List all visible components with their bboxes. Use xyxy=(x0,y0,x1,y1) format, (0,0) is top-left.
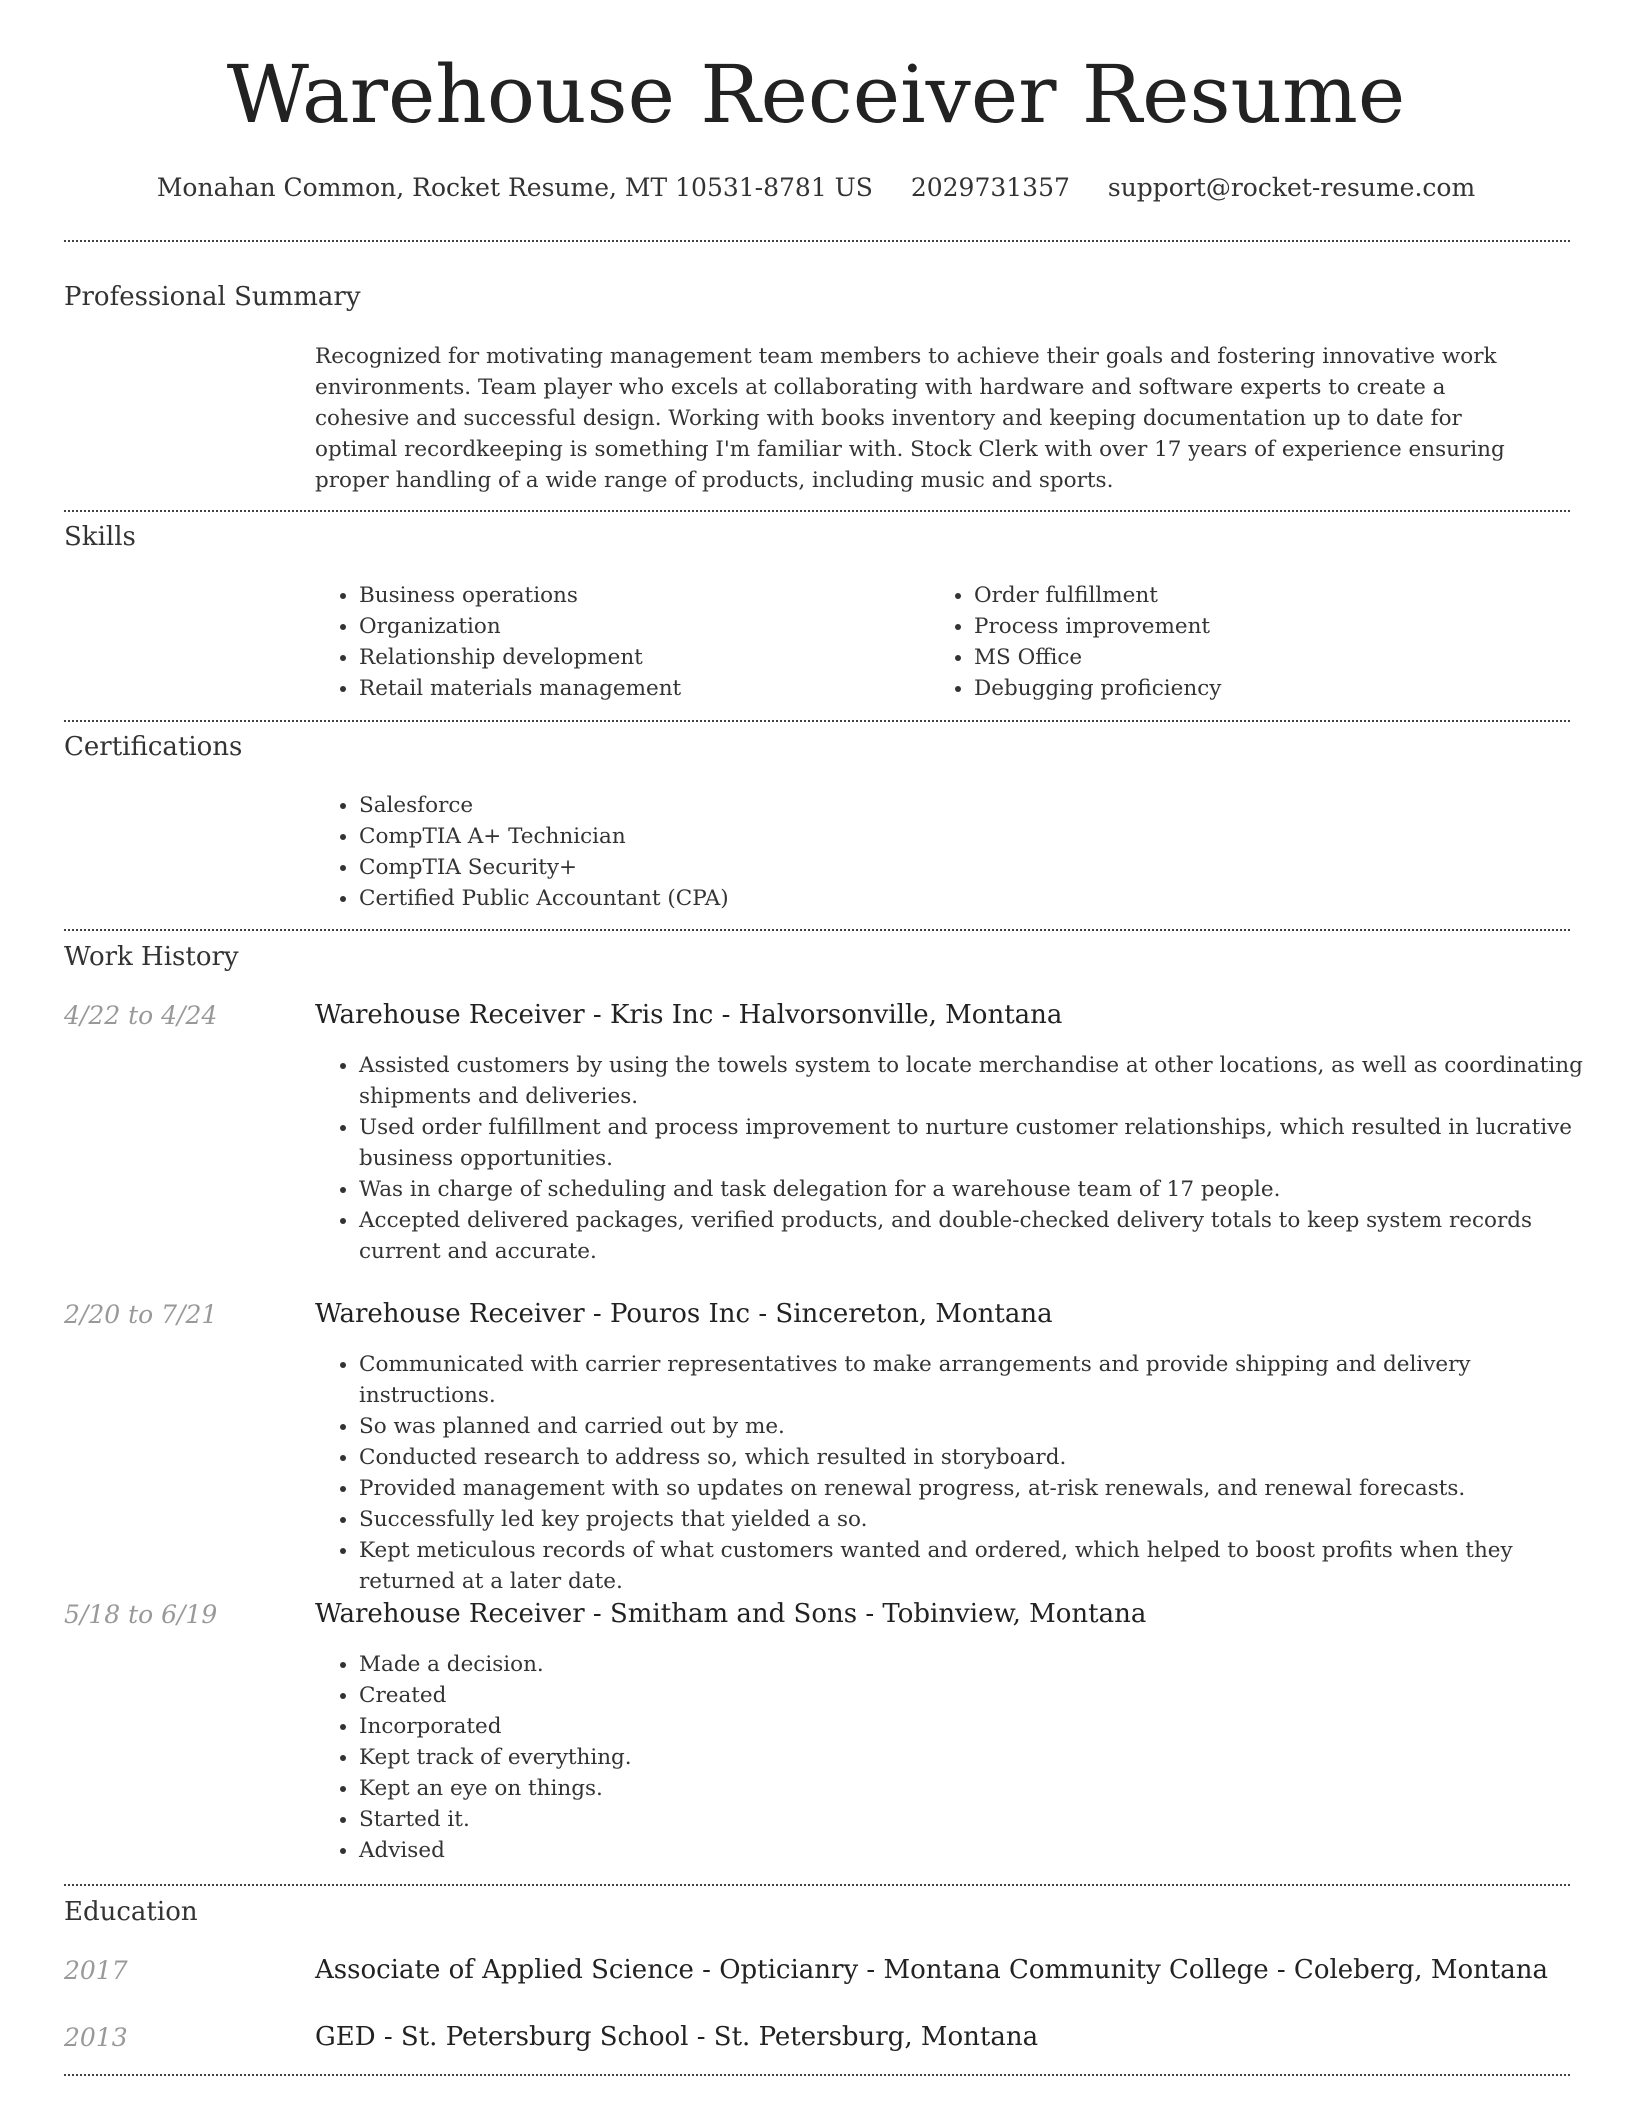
divider xyxy=(64,510,1570,512)
certification-item: • CompTIA A+ Technician xyxy=(359,821,1559,852)
contact-address: Monahan Common, Rocket Resume, MT 10531-8781 US xyxy=(156,173,873,202)
job-bullet: • Kept an eye on things. xyxy=(359,1773,1584,1804)
skill-item: • Process improvement xyxy=(974,611,1534,642)
job-title: Warehouse Receiver - Pouros Inc - Sincereton, Montana xyxy=(315,1299,1053,1329)
certification-item: • Certified Public Accountant (CPA) xyxy=(359,883,1559,914)
contact-email: support@rocket-resume.com xyxy=(1107,173,1476,202)
skill-item: • Organization xyxy=(359,611,919,642)
job-bullet: • Provided management with so updates on renewal progress, at-risk renewals, and renewal forecasts. xyxy=(359,1473,1584,1504)
job-bullet: • Conducted research to address so, which resulted in storyboard. xyxy=(359,1442,1584,1473)
job-bullet: • Created xyxy=(359,1680,1584,1711)
divider xyxy=(64,720,1570,722)
skills-list-left xyxy=(315,580,919,704)
job-bullet: • Kept meticulous records of what customers wanted and ordered, which helped to boost profits when they returned at a later date. xyxy=(359,1535,1584,1597)
skill-item: • Relationship development xyxy=(359,642,919,673)
job-bullet: • Made a decision. xyxy=(359,1649,1584,1680)
job-title: Warehouse Receiver - Kris Inc - Halvorsonville, Montana xyxy=(315,1000,1063,1030)
job-bullets xyxy=(315,1050,1584,1267)
divider xyxy=(64,240,1570,242)
divider xyxy=(64,929,1570,931)
certification-item: • Salesforce xyxy=(359,790,1559,821)
education-entry: Associate of Applied Science - Opticianry - Montana Community College - Coleberg, Montana xyxy=(315,1955,1549,1985)
education-year: 2013 xyxy=(64,2023,128,2052)
contact-line xyxy=(0,173,1632,202)
education-heading: Education xyxy=(64,1897,198,1927)
job-bullet: • Started it. xyxy=(359,1804,1584,1835)
skills-list-right xyxy=(930,580,1534,704)
job-bullet: • So was planned and carried out by me. xyxy=(359,1411,1584,1442)
education-year: 2017 xyxy=(64,1956,128,1985)
resume-title: Warehouse Receiver Resume xyxy=(226,48,1406,141)
job-title: Warehouse Receiver - Smitham and Sons - Tobinview, Montana xyxy=(315,1599,1147,1629)
job-dates: 5/18 to 6/19 xyxy=(64,1600,218,1629)
skill-item: • Order fulfillment xyxy=(974,580,1534,611)
job-bullet: • Assisted customers by using the towels system to locate merchandise at other locations, as well as coordinating shipments and deliveries. xyxy=(359,1050,1584,1112)
job-bullet: • Kept track of everything. xyxy=(359,1742,1584,1773)
job-bullets xyxy=(315,1649,1584,1866)
skill-item: • Retail materials management xyxy=(359,673,919,704)
certifications-heading: Certifications xyxy=(64,732,243,762)
job-bullet: • Used order fulfillment and process improvement to nurture customer relationships, which resulted in lucrative business opportunities. xyxy=(359,1112,1584,1174)
job-dates: 2/20 to 7/21 xyxy=(64,1300,218,1329)
job-bullet: • Successfully led key projects that yielded a so. xyxy=(359,1504,1584,1535)
summary-text: Recognized for motivating management team members to achieve their goals and fostering innovative work environments. Team player who excels at collaborating with hardware and software experts to create a cohesive and successful design. Working with books inventory and keeping documentation up to date for optimal recordkeeping is something I'm familiar with. Stock Clerk with over 17 years of experience ensuring proper handling of a wide range of products, including music and sports. xyxy=(315,344,1505,493)
skills-heading: Skills xyxy=(64,522,136,552)
divider xyxy=(64,1884,1570,1886)
job-dates: 4/22 to 4/24 xyxy=(64,1001,218,1030)
summary-heading: Professional Summary xyxy=(64,282,361,312)
divider xyxy=(64,2074,1570,2076)
certifications-list xyxy=(315,790,1559,914)
job-bullets xyxy=(315,1349,1584,1597)
skill-item: • MS Office xyxy=(974,642,1534,673)
work-history-heading: Work History xyxy=(64,942,239,972)
job-bullet: • Incorporated xyxy=(359,1711,1584,1742)
job-bullet: • Was in charge of scheduling and task delegation for a warehouse team of 17 people. xyxy=(359,1174,1584,1205)
education-entry: GED - St. Petersburg School - St. Petersburg, Montana xyxy=(315,2022,1039,2052)
skill-item: • Business operations xyxy=(359,580,919,611)
job-bullet: • Advised xyxy=(359,1835,1584,1866)
job-bullet: • Communicated with carrier representatives to make arrangements and provide shipping and delivery instructions. xyxy=(359,1349,1584,1411)
job-bullet: • Accepted delivered packages, verified products, and double-checked delivery totals to keep system records current and accurate. xyxy=(359,1205,1584,1267)
contact-phone: 2029731357 xyxy=(910,173,1070,202)
certification-item: • CompTIA Security+ xyxy=(359,852,1559,883)
skill-item: • Debugging proficiency xyxy=(974,673,1534,704)
